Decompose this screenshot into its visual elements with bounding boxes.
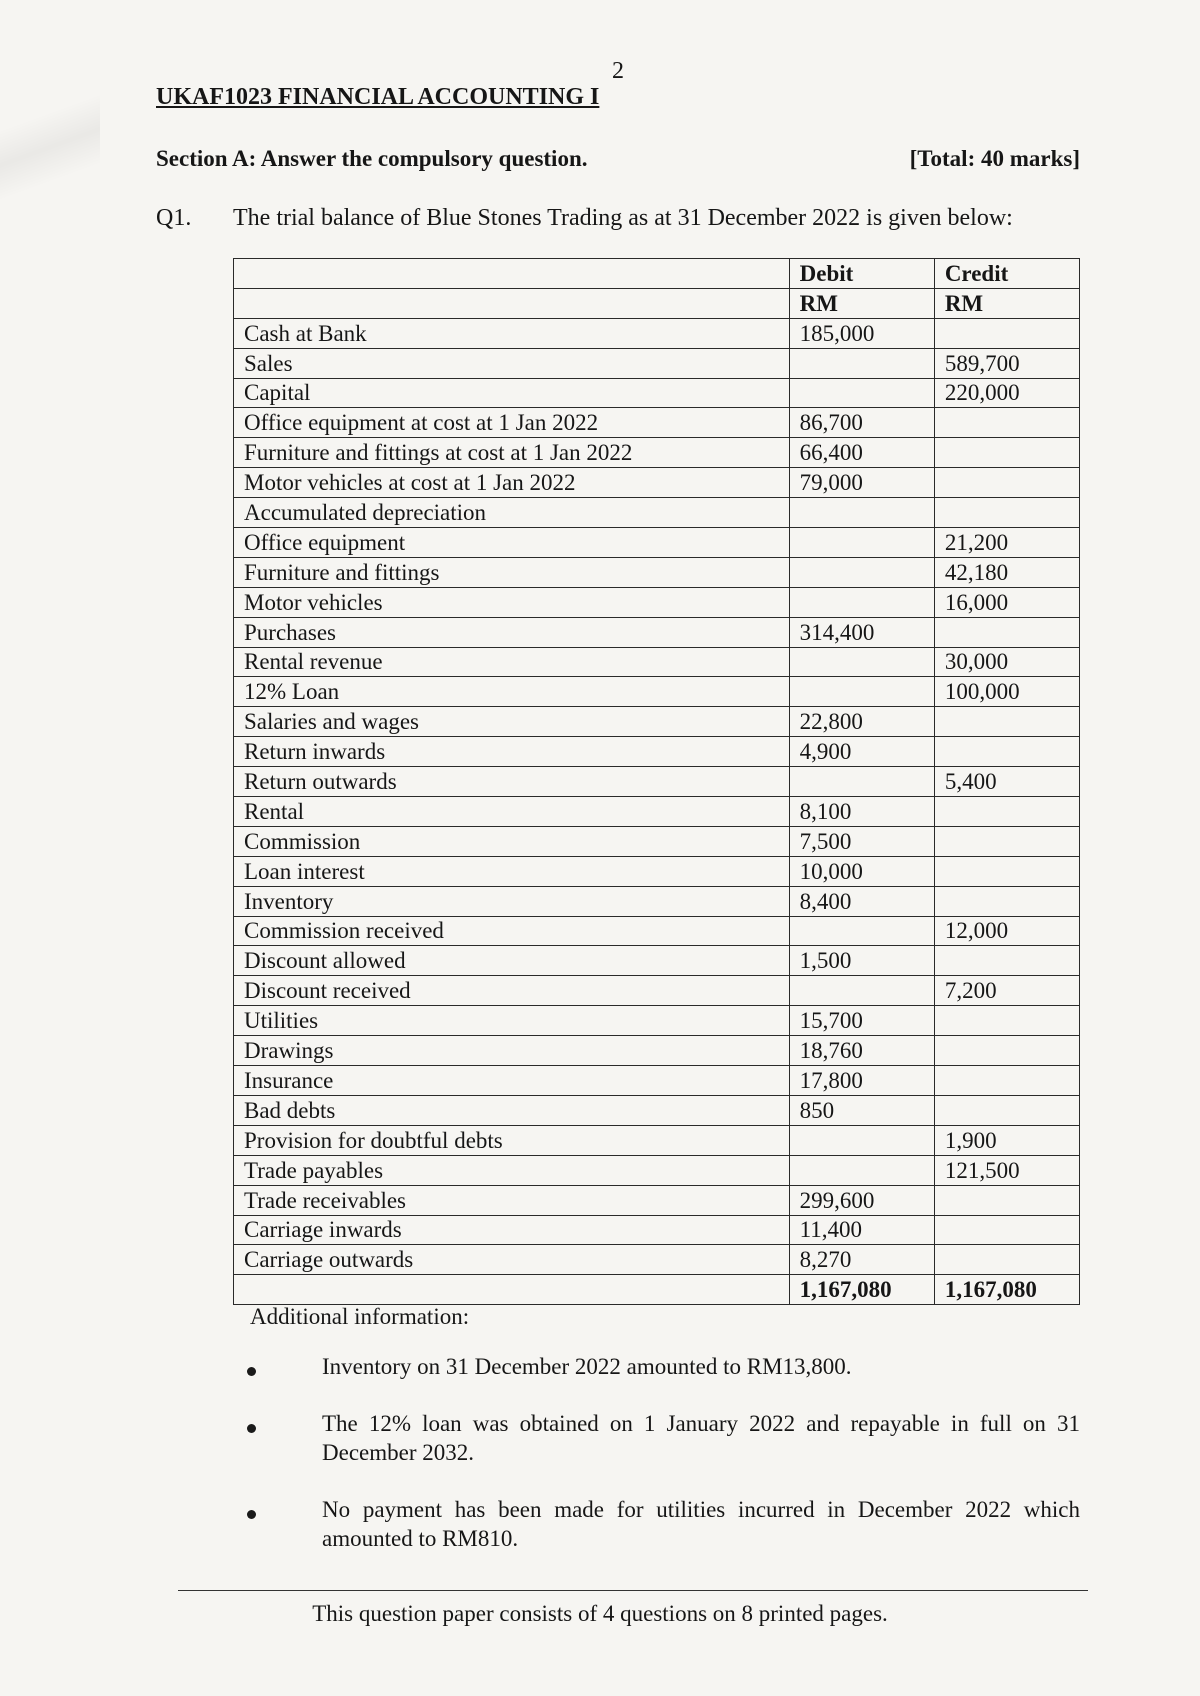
credit-amount bbox=[934, 797, 1079, 827]
debit-total: 1,167,080 bbox=[789, 1275, 934, 1305]
table-row bbox=[234, 587, 1080, 617]
account-name: Office equipment at cost at 1 Jan 2022 bbox=[234, 408, 790, 438]
account-name: Loan interest bbox=[234, 856, 790, 886]
debit-amount: 22,800 bbox=[789, 707, 934, 737]
table-row bbox=[234, 438, 1080, 468]
debit-amount bbox=[789, 557, 934, 587]
account-name: Trade receivables bbox=[234, 1185, 790, 1215]
debit-amount: 1,500 bbox=[789, 946, 934, 976]
credit-amount bbox=[934, 468, 1079, 498]
debit-amount: 10,000 bbox=[789, 856, 934, 886]
debit-amount: 4,900 bbox=[789, 737, 934, 767]
credit-amount bbox=[934, 438, 1079, 468]
question-number: Q1. bbox=[156, 205, 192, 231]
credit-total: 1,167,080 bbox=[934, 1275, 1079, 1305]
credit-amount bbox=[934, 707, 1079, 737]
table-row bbox=[234, 468, 1080, 498]
table-row bbox=[234, 1036, 1080, 1066]
page-number: 2 bbox=[612, 58, 624, 84]
credit-amount: 5,400 bbox=[934, 767, 1079, 797]
credit-amount bbox=[934, 498, 1079, 528]
debit-amount: 850 bbox=[789, 1095, 934, 1125]
debit-amount: 185,000 bbox=[789, 318, 934, 348]
debit-amount: 18,760 bbox=[789, 1036, 934, 1066]
table-row bbox=[234, 348, 1080, 378]
account-name: Accumulated depreciation bbox=[234, 498, 790, 528]
table-row bbox=[234, 946, 1080, 976]
credit-amount bbox=[934, 318, 1079, 348]
table-row bbox=[234, 1066, 1080, 1096]
unit-blank-cell bbox=[234, 288, 790, 318]
table-row bbox=[234, 498, 1080, 528]
page-shadow bbox=[0, 0, 100, 200]
debit-amount bbox=[789, 1125, 934, 1155]
account-name: Utilities bbox=[234, 1006, 790, 1036]
debit-amount bbox=[789, 916, 934, 946]
debit-amount: 15,700 bbox=[789, 1006, 934, 1036]
account-name: Cash at Bank bbox=[234, 318, 790, 348]
account-name: Rental revenue bbox=[234, 647, 790, 677]
course-title: UKAF1023 FINANCIAL ACCOUNTING I bbox=[156, 84, 600, 110]
credit-amount: 100,000 bbox=[934, 677, 1079, 707]
credit-amount: 42,180 bbox=[934, 557, 1079, 587]
account-name: Sales bbox=[234, 348, 790, 378]
credit-amount bbox=[934, 946, 1079, 976]
credit-header: Credit bbox=[934, 259, 1079, 289]
debit-amount bbox=[789, 528, 934, 558]
account-name: Discount received bbox=[234, 976, 790, 1006]
debit-unit: RM bbox=[789, 288, 934, 318]
credit-amount: 30,000 bbox=[934, 647, 1079, 677]
footer-note: This question paper consists of 4 questions on 8 printed pages. bbox=[312, 1601, 888, 1626]
bullet-icon bbox=[247, 1367, 256, 1376]
credit-amount bbox=[934, 737, 1079, 767]
account-name: Commission bbox=[234, 826, 790, 856]
table-row bbox=[234, 797, 1080, 827]
credit-amount: 21,200 bbox=[934, 528, 1079, 558]
totals-row bbox=[234, 1275, 1080, 1305]
credit-amount bbox=[934, 1006, 1079, 1036]
credit-amount: 589,700 bbox=[934, 348, 1079, 378]
debit-amount: 8,400 bbox=[789, 886, 934, 916]
account-name: Office equipment bbox=[234, 528, 790, 558]
debit-amount bbox=[789, 767, 934, 797]
credit-amount bbox=[934, 1245, 1079, 1275]
table-row bbox=[234, 976, 1080, 1006]
debit-amount bbox=[789, 1155, 934, 1185]
table-row bbox=[234, 916, 1080, 946]
bullet-icon bbox=[247, 1424, 256, 1433]
table-row bbox=[234, 1006, 1080, 1036]
credit-unit: RM bbox=[934, 288, 1079, 318]
debit-amount: 8,270 bbox=[789, 1245, 934, 1275]
credit-amount bbox=[934, 408, 1079, 438]
totals-blank-cell bbox=[234, 1275, 790, 1305]
bullet-icon bbox=[247, 1510, 256, 1519]
section-instruction: Section A: Answer the compulsory question. bbox=[156, 146, 588, 171]
table-row bbox=[234, 1125, 1080, 1155]
account-name: Insurance bbox=[234, 1066, 790, 1096]
table-row bbox=[234, 856, 1080, 886]
account-name: Salaries and wages bbox=[234, 707, 790, 737]
additional-item: Inventory on 31 December 2022 amounted to RM13,800. bbox=[322, 1354, 852, 1379]
account-name: Bad debts bbox=[234, 1095, 790, 1125]
credit-amount bbox=[934, 1066, 1079, 1096]
trial-balance-table bbox=[233, 258, 1080, 1305]
table-row bbox=[234, 647, 1080, 677]
table-row bbox=[234, 826, 1080, 856]
footer-divider bbox=[178, 1590, 1088, 1591]
table-row bbox=[234, 1245, 1080, 1275]
credit-amount bbox=[934, 826, 1079, 856]
credit-amount bbox=[934, 617, 1079, 647]
credit-amount bbox=[934, 1095, 1079, 1125]
debit-amount bbox=[789, 587, 934, 617]
table-row bbox=[234, 557, 1080, 587]
debit-amount: 66,400 bbox=[789, 438, 934, 468]
debit-amount: 79,000 bbox=[789, 468, 934, 498]
account-name: Drawings bbox=[234, 1036, 790, 1066]
header-blank-cell bbox=[234, 259, 790, 289]
account-name: Commission received bbox=[234, 916, 790, 946]
account-name: Trade payables bbox=[234, 1155, 790, 1185]
table-row bbox=[234, 528, 1080, 558]
debit-amount bbox=[789, 976, 934, 1006]
account-name: Capital bbox=[234, 378, 790, 408]
credit-amount: 16,000 bbox=[934, 587, 1079, 617]
credit-amount bbox=[934, 886, 1079, 916]
table-unit-row bbox=[234, 288, 1080, 318]
table-row bbox=[234, 408, 1080, 438]
additional-item: The 12% loan was obtained on 1 January 2022 and repayable in full on 31 December 2032. bbox=[322, 1411, 1080, 1465]
account-name: Provision for doubtful debts bbox=[234, 1125, 790, 1155]
debit-amount: 86,700 bbox=[789, 408, 934, 438]
debit-amount bbox=[789, 348, 934, 378]
credit-amount: 7,200 bbox=[934, 976, 1079, 1006]
debit-amount: 8,100 bbox=[789, 797, 934, 827]
debit-amount bbox=[789, 647, 934, 677]
debit-amount: 17,800 bbox=[789, 1066, 934, 1096]
credit-amount bbox=[934, 1036, 1079, 1066]
additional-info-label: Additional information: bbox=[250, 1304, 470, 1329]
credit-amount bbox=[934, 1215, 1079, 1245]
account-name: Discount allowed bbox=[234, 946, 790, 976]
table-row bbox=[234, 767, 1080, 797]
debit-amount bbox=[789, 378, 934, 408]
credit-amount: 1,900 bbox=[934, 1125, 1079, 1155]
question-text: The trial balance of Blue Stones Trading as at 31 December 2022 is given below: bbox=[233, 205, 1013, 231]
additional-item: No payment has been made for utilities incurred in December 2022 which amounted to RM810. bbox=[322, 1497, 1080, 1551]
account-name: Rental bbox=[234, 797, 790, 827]
credit-amount: 220,000 bbox=[934, 378, 1079, 408]
table-row bbox=[234, 737, 1080, 767]
credit-amount bbox=[934, 1185, 1079, 1215]
debit-amount: 299,600 bbox=[789, 1185, 934, 1215]
account-name: Return inwards bbox=[234, 737, 790, 767]
account-name: Purchases bbox=[234, 617, 790, 647]
account-name: 12% Loan bbox=[234, 677, 790, 707]
account-name: Inventory bbox=[234, 886, 790, 916]
debit-header: Debit bbox=[789, 259, 934, 289]
debit-amount: 314,400 bbox=[789, 617, 934, 647]
table-row bbox=[234, 886, 1080, 916]
table-header-row bbox=[234, 259, 1080, 289]
credit-amount bbox=[934, 856, 1079, 886]
debit-amount: 11,400 bbox=[789, 1215, 934, 1245]
account-name: Carriage inwards bbox=[234, 1215, 790, 1245]
debit-amount: 7,500 bbox=[789, 826, 934, 856]
account-name: Return outwards bbox=[234, 767, 790, 797]
table-row bbox=[234, 1185, 1080, 1215]
table-row bbox=[234, 1215, 1080, 1245]
table-row bbox=[234, 1155, 1080, 1185]
table-row bbox=[234, 707, 1080, 737]
account-name: Carriage outwards bbox=[234, 1245, 790, 1275]
account-name: Furniture and fittings bbox=[234, 557, 790, 587]
table-row bbox=[234, 1095, 1080, 1125]
table-row bbox=[234, 617, 1080, 647]
table-row bbox=[234, 378, 1080, 408]
table-row bbox=[234, 677, 1080, 707]
total-marks: [Total: 40 marks] bbox=[909, 146, 1080, 171]
account-name: Furniture and fittings at cost at 1 Jan 2022 bbox=[234, 438, 790, 468]
credit-amount: 121,500 bbox=[934, 1155, 1079, 1185]
debit-amount bbox=[789, 677, 934, 707]
table-row bbox=[234, 318, 1080, 348]
debit-amount bbox=[789, 498, 934, 528]
credit-amount: 12,000 bbox=[934, 916, 1079, 946]
account-name: Motor vehicles at cost at 1 Jan 2022 bbox=[234, 468, 790, 498]
account-name: Motor vehicles bbox=[234, 587, 790, 617]
